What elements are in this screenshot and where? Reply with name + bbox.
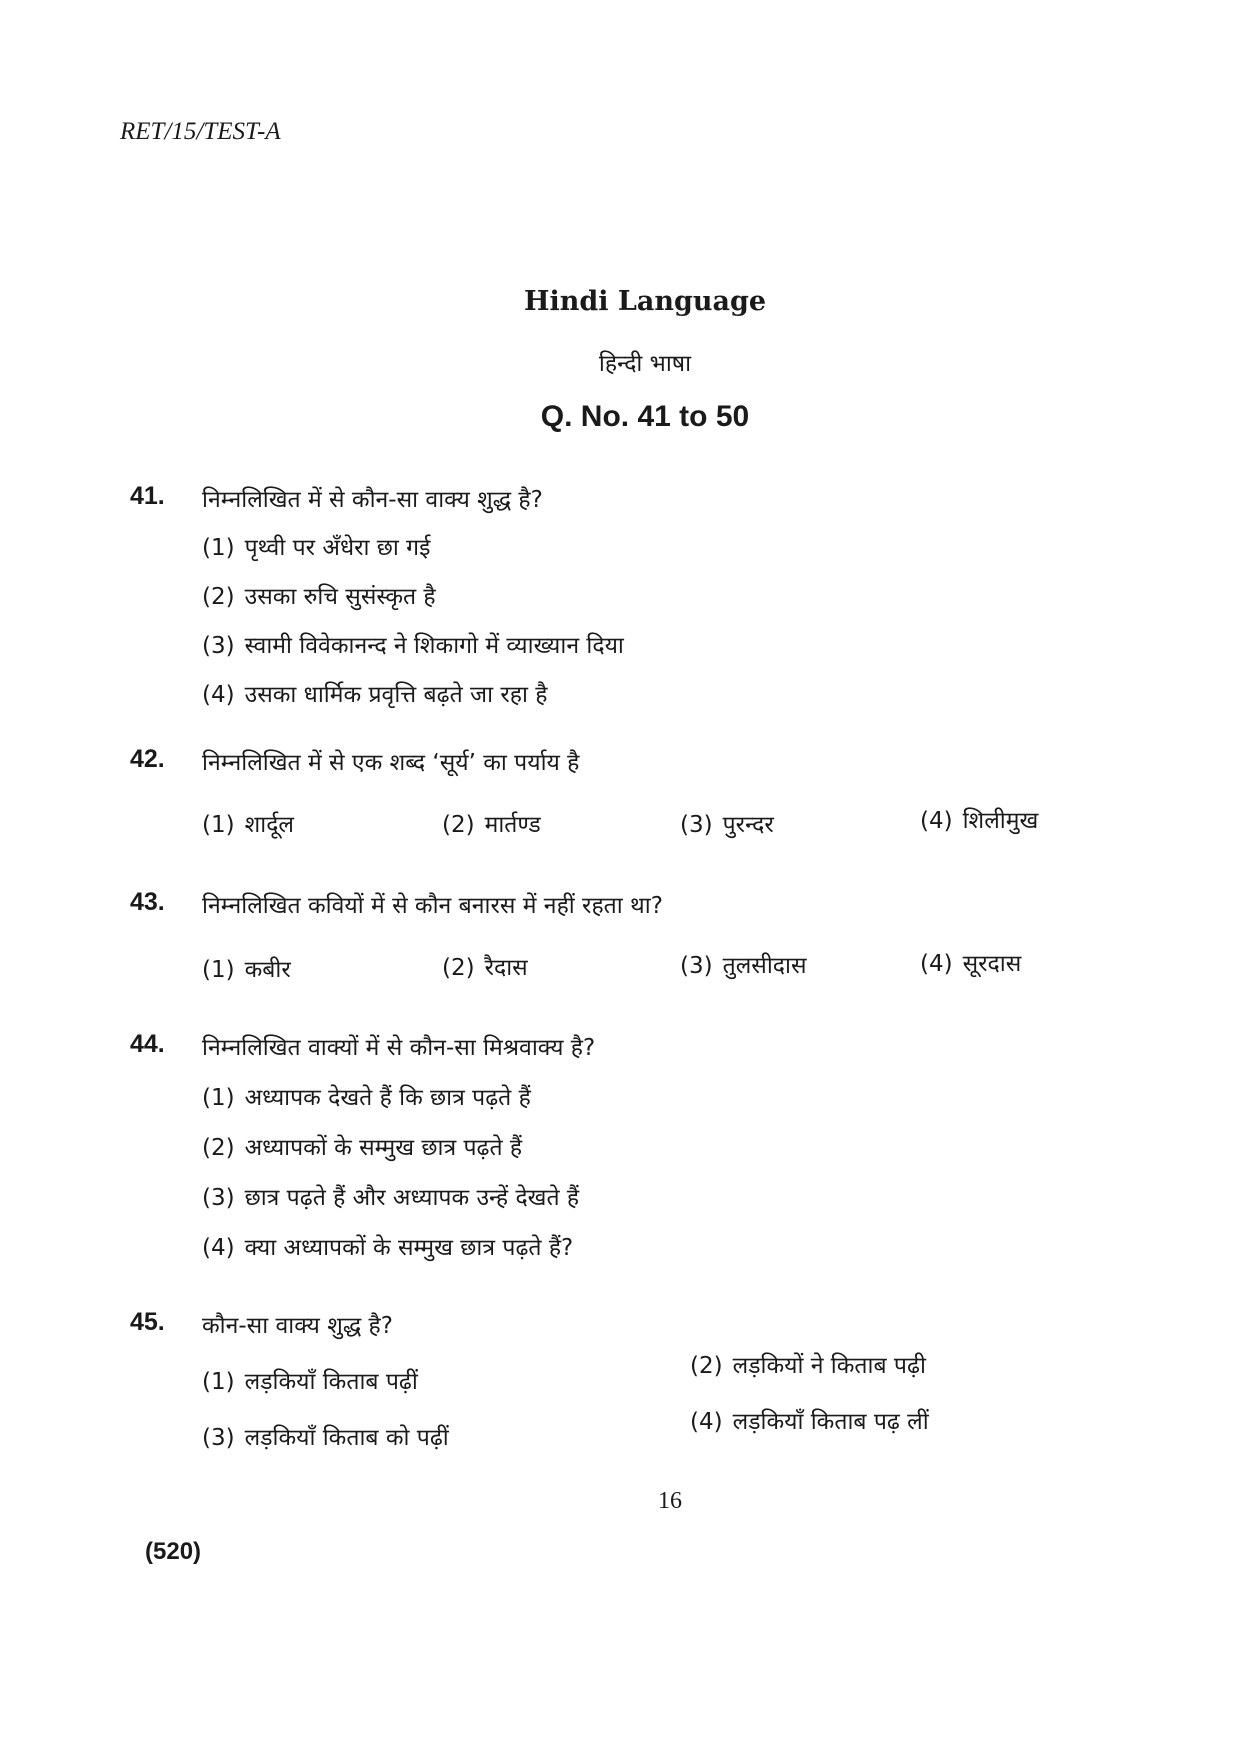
question-text: निम्नलिखित वाक्यों में से कौन-सा मिश्रवाक्य है? (202, 1035, 596, 1061)
option-3: (3) लड़कियाँ किताब को पढ़ीं (202, 1425, 449, 1451)
question-text: कौन-सा वाक्य शुद्ध है? (202, 1313, 393, 1339)
option-1: (1) पृथ्वी पर अँधेरा छा गई (202, 535, 431, 561)
option-1: (1) शार्दूल (202, 812, 294, 838)
option-2: (2) अध्यापकों के सम्मुख छात्र पढ़ते हैं (202, 1135, 523, 1161)
question-44 (130, 1030, 1130, 1260)
section-title-hindi: हिन्दी भाषा (598, 351, 692, 377)
option-4: (4) शिलीमुख (920, 808, 1039, 834)
option-2: (2) रैदास (442, 955, 528, 981)
question-number: 41. (130, 482, 165, 510)
question-45 (130, 1308, 1130, 1458)
page-number: 16 (658, 1488, 682, 1514)
option-3: (3) तुलसीदास (680, 953, 807, 979)
option-3: (3) स्वामी विवेकानन्द ने शिकागो में व्याख्यान दिया (202, 633, 624, 659)
option-4: (4) लड़कियाँ किताब पढ़ लीं (690, 1409, 929, 1435)
option-4: (4) क्या अध्यापकों के सम्मुख छात्र पढ़ते हैं? (202, 1235, 574, 1261)
option-3: (3) छात्र पढ़ते हैं और अध्यापक उन्हें देखते हैं (202, 1185, 580, 1211)
option-2: (2) मार्तण्ड (442, 812, 541, 838)
question-41 (130, 482, 1130, 712)
question-number: 45. (130, 1308, 165, 1336)
option-2: (2) उसका रुचि सुसंस्कृत है (202, 584, 436, 610)
question-text: निम्नलिखित में से एक शब्द ‘सूर्य’ का पर्याय है (202, 750, 580, 776)
question-number: 43. (130, 888, 165, 916)
paper-code: RET/15/TEST-A (120, 118, 281, 145)
option-4: (4) उसका धार्मिक प्रवृत्ति बढ़ते जा रहा है (202, 682, 548, 708)
question-42 (130, 745, 1130, 845)
question-number: 42. (130, 745, 165, 773)
option-1: (1) लड़कियाँ किताब पढ़ीं (202, 1369, 418, 1395)
option-2: (2) लड़कियों ने किताब पढ़ी (690, 1353, 926, 1379)
option-1: (1) अध्यापक देखते हैं कि छात्र पढ़ते हैं (202, 1085, 531, 1111)
question-range: Q. No. 41 to 50 (540, 400, 750, 433)
question-number: 44. (130, 1030, 165, 1058)
section-title-english: Hindi Language (523, 286, 767, 317)
footer-code: (520) (145, 1538, 202, 1565)
question-43 (130, 888, 1130, 988)
question-text: निम्नलिखित में से कौन-सा वाक्य शुद्ध है? (202, 487, 543, 513)
question-text: निम्नलिखित कवियों में से कौन बनारस में नहीं रहता था? (202, 893, 663, 919)
option-3: (3) पुरन्दर (680, 812, 774, 838)
option-4: (4) सूरदास (920, 951, 1022, 977)
option-1: (1) कबीर (202, 957, 291, 983)
